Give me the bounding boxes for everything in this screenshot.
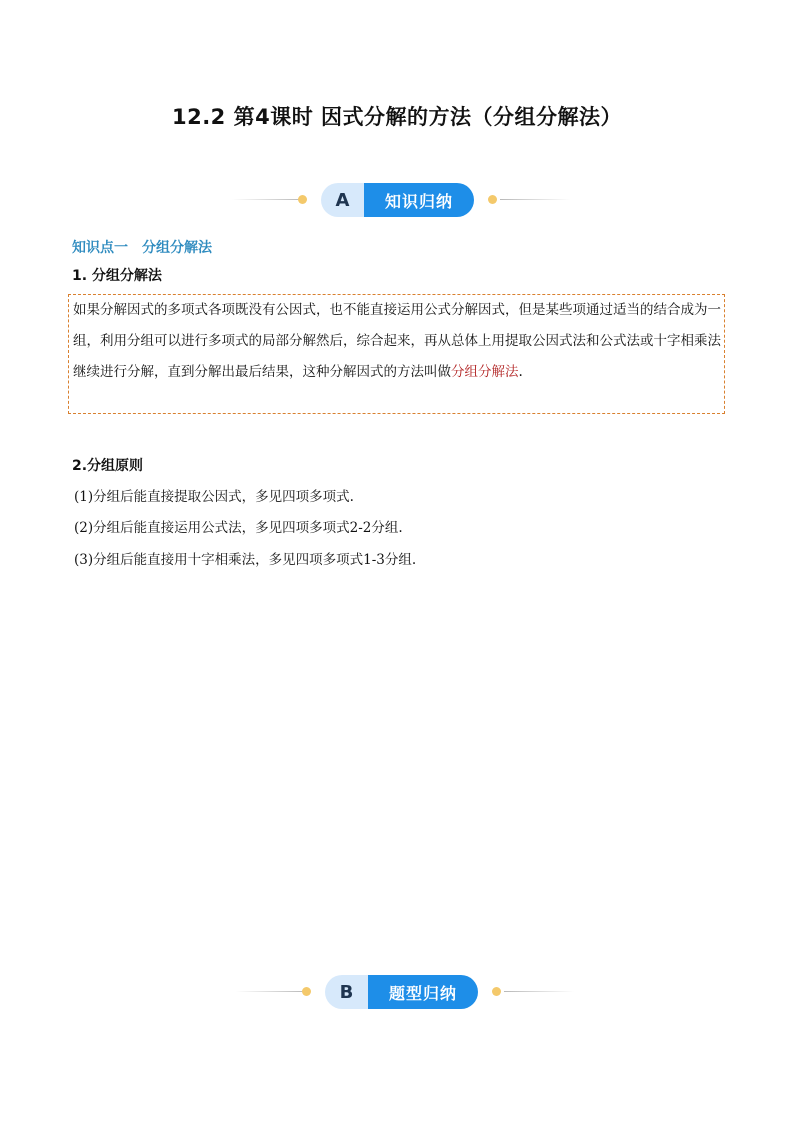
definition-term: 分组分解法 xyxy=(451,364,519,380)
section-a-label: 知识归纳 xyxy=(364,183,474,217)
left-dot xyxy=(298,195,307,204)
rule-item: (2)分组后能直接运用公式法，多见四项多项式2-2分组. xyxy=(74,520,403,536)
definition-text: 如果分解因式的多项式各项既没有公因式，也不能直接运用公式分解因式，但是某些项通过适当的结合成为一组，利用分组可以进行多项式的局部分解然后，综合起来，再从总体上用提取公因式法和公式法或十字相乘法继续进行分解，直到分解出最后结果，这种分解因式的方法叫做 xyxy=(73,302,721,380)
rule-item: (1)分组后能直接提取公因式，多见四项多项式. xyxy=(74,489,354,505)
right-divider-line xyxy=(500,199,570,200)
section-b-banner xyxy=(0,972,794,1012)
section-b-label: 题型归纳 xyxy=(368,975,478,1009)
definition-box xyxy=(68,294,725,414)
section-a-letter: A xyxy=(321,183,364,217)
knowledge-point-heading: 知识点一 分组分解法 xyxy=(72,240,212,256)
page-title: 12.2 第4课时 因式分解的方法（分组分解法） xyxy=(171,105,623,129)
right-dot xyxy=(492,987,501,996)
rule-item: (3)分组后能直接用十字相乘法，多见四项多项式1-3分组. xyxy=(74,552,417,568)
section-a-banner xyxy=(0,180,794,220)
section-b-pill xyxy=(325,975,478,1009)
left-divider-line xyxy=(236,991,306,992)
right-dot xyxy=(488,195,497,204)
item1-heading: 1. 分组分解法 xyxy=(72,268,162,284)
definition-end: . xyxy=(518,364,523,380)
item2-heading: 2.分组原则 xyxy=(72,458,144,474)
section-a-pill xyxy=(321,183,474,217)
left-divider-line xyxy=(232,199,302,200)
left-dot xyxy=(302,987,311,996)
section-b-letter: B xyxy=(325,975,368,1009)
right-divider-line xyxy=(504,991,574,992)
